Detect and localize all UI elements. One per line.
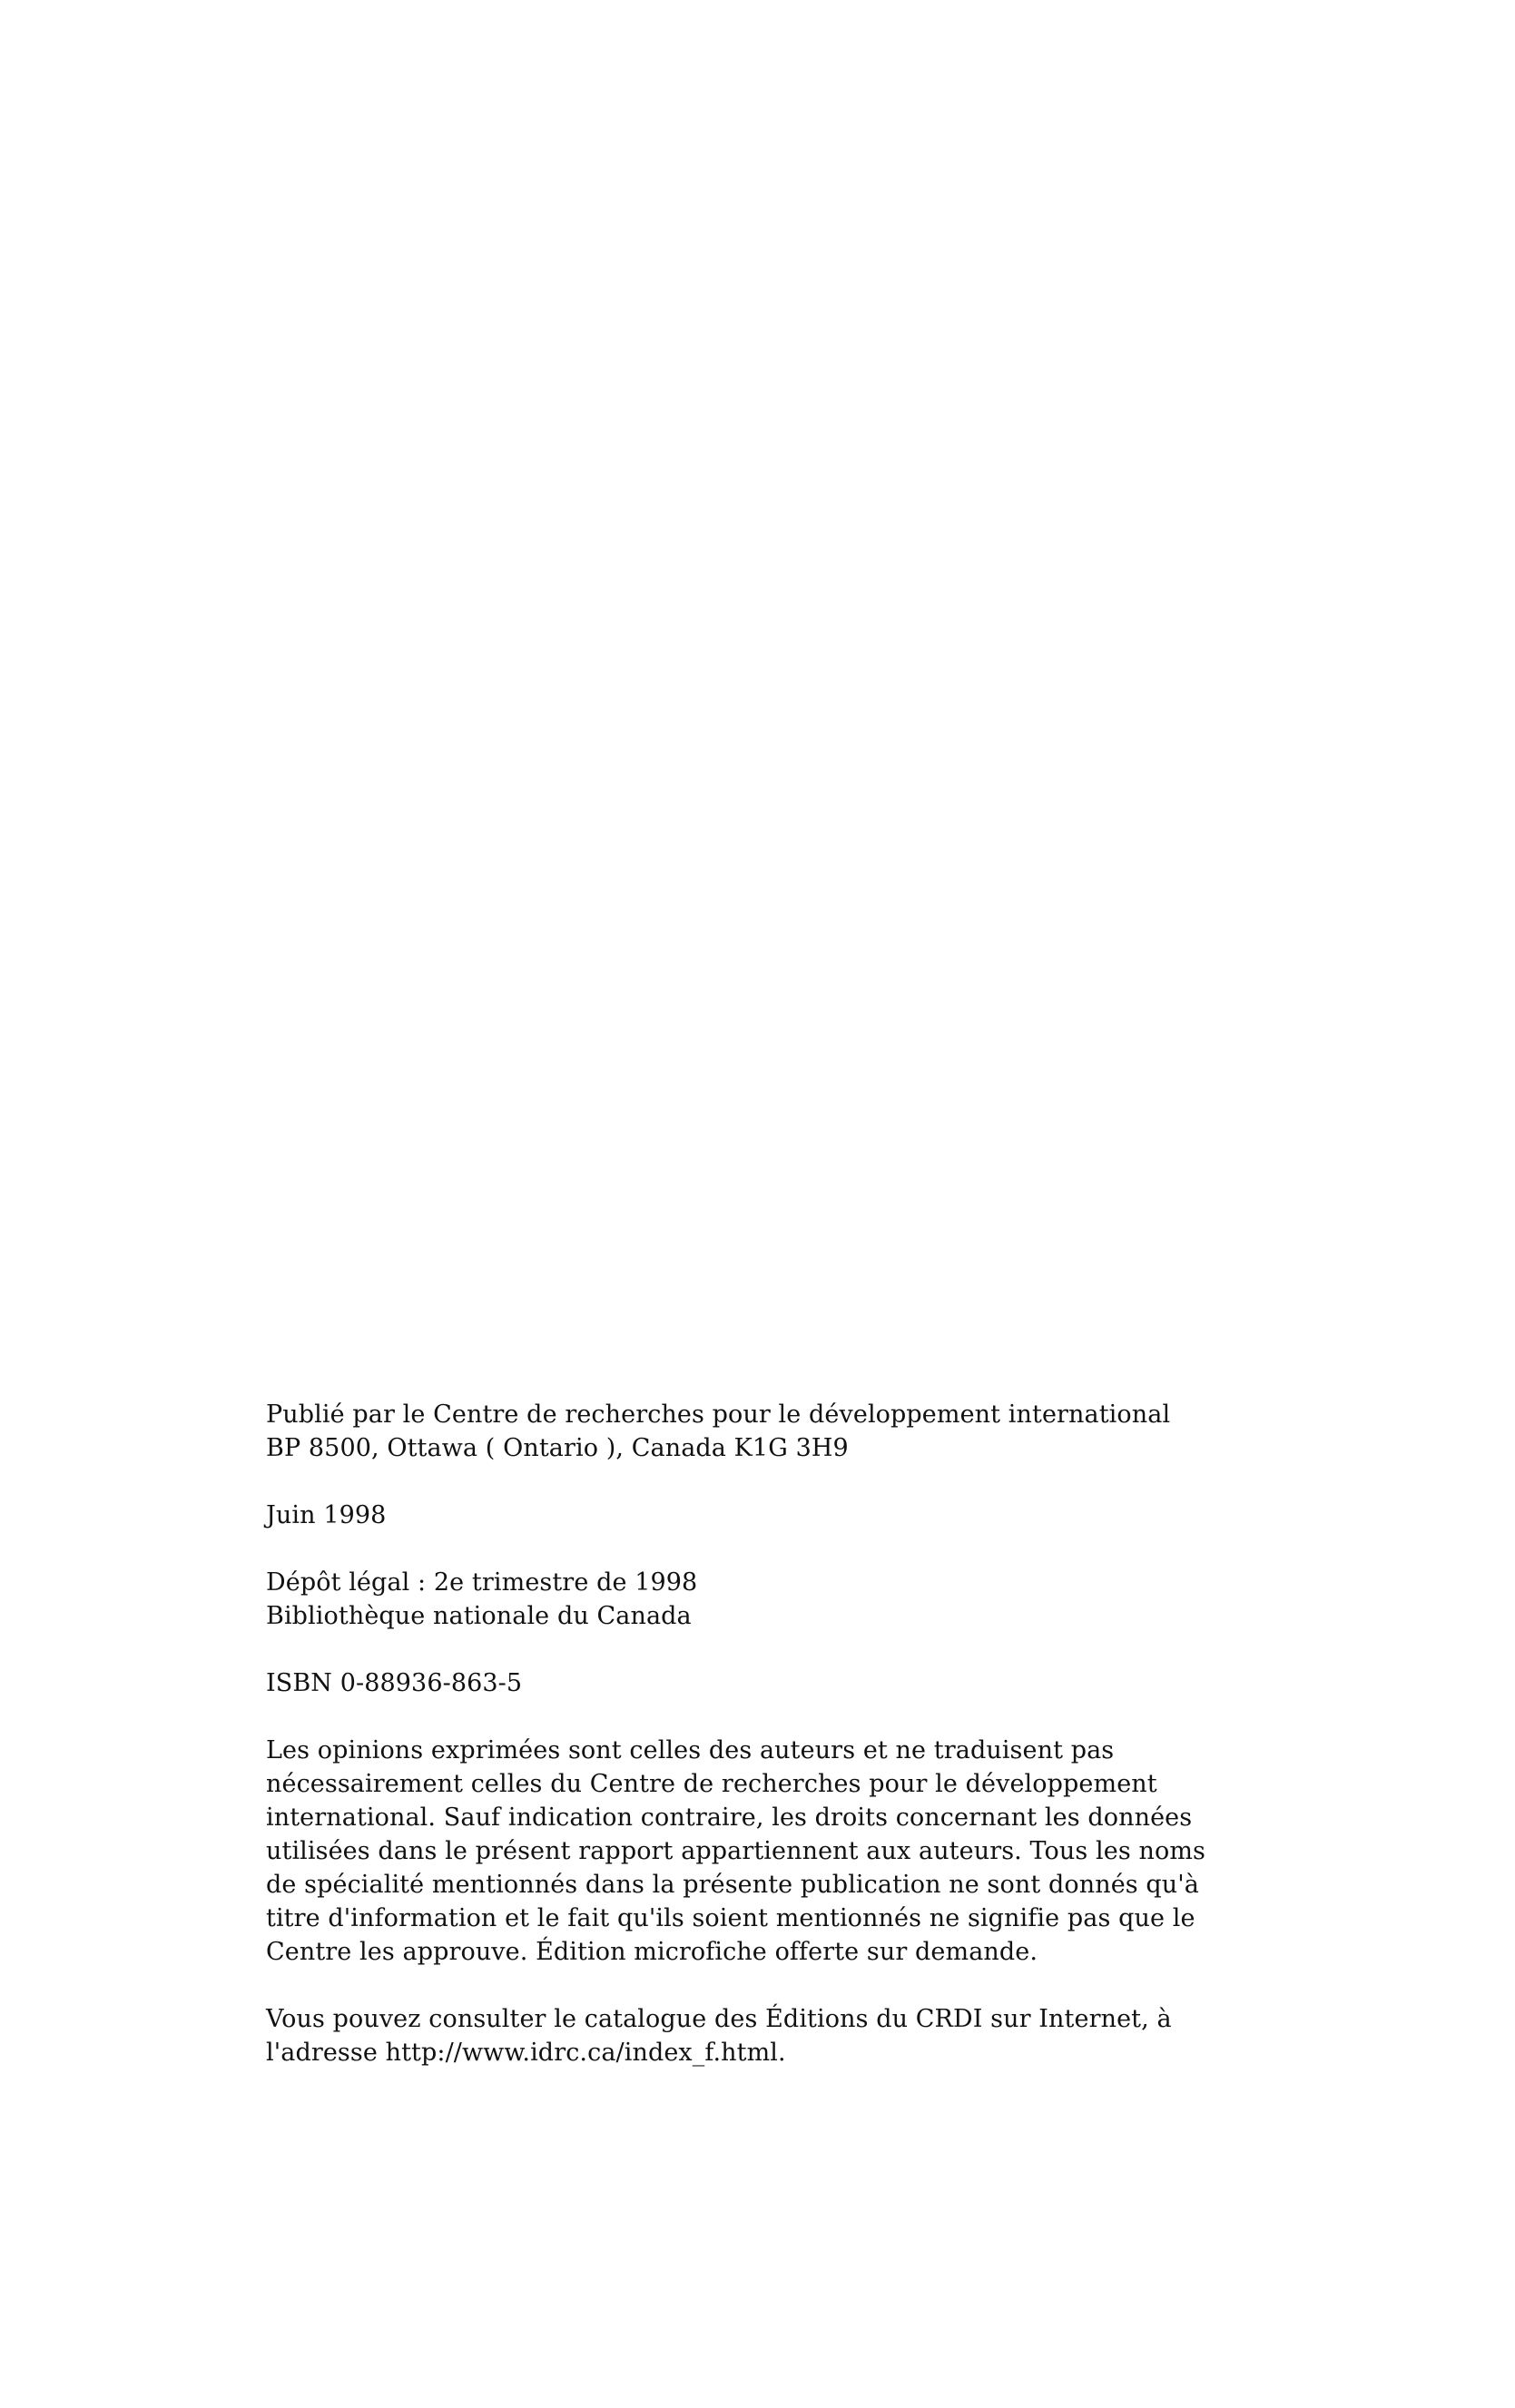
disclaimer-line: de spécialité mentionnés dans la présente publication ne sont donnés qu'à [266,1871,1199,1899]
publisher-block [266,1398,1210,1465]
disclaimer-line: utilisées dans le présent rapport appartiennent aux auteurs. Tous les noms [266,1837,1205,1865]
disclaimer-line: titre d'information et le fait qu'ils soient mentionnés ne signifie pas que le [266,1904,1195,1932]
legal-deposit-line-1: Dépôt légal : 2e trimestre de 1998 [266,1568,698,1597]
isbn: ISBN 0-88936-863-5 [266,1669,523,1697]
legal-deposit-block [266,1566,1210,1633]
catalogue-block [266,2002,1210,2069]
date-block [266,1499,1210,1532]
catalogue-url-line: l'adresse http://www.idrc.ca/index_f.html. [266,2039,786,2067]
publication-date: Juin 1998 [266,1501,387,1529]
disclaimer-line: nécessairement celles du Centre de recherches pour le développement [266,1770,1157,1798]
disclaimer-line: Les opinions exprimées sont celles des auteurs et ne traduisent pas [266,1736,1115,1764]
publisher-line-1: Publié par le Centre de recherches pour le développement international [266,1401,1171,1429]
publisher-address: BP 8500, Ottawa ( Ontario ), Canada K1G 3H9 [266,1434,849,1462]
disclaimer-line: international. Sauf indication contraire, les droits concernant les données [266,1804,1193,1832]
legal-deposit-line-2: Bibliothèque nationale du Canada [266,1602,692,1630]
colophon [266,1398,1210,2069]
catalogue-line-1: Vous pouvez consulter le catalogue des Éditions du CRDI sur Internet, à [266,2005,1172,2033]
disclaimer-block [266,1734,1210,1969]
disclaimer-line: Centre les approuve. Édition microfiche offerte sur demande. [266,1938,1038,1966]
isbn-block [266,1666,1210,1700]
